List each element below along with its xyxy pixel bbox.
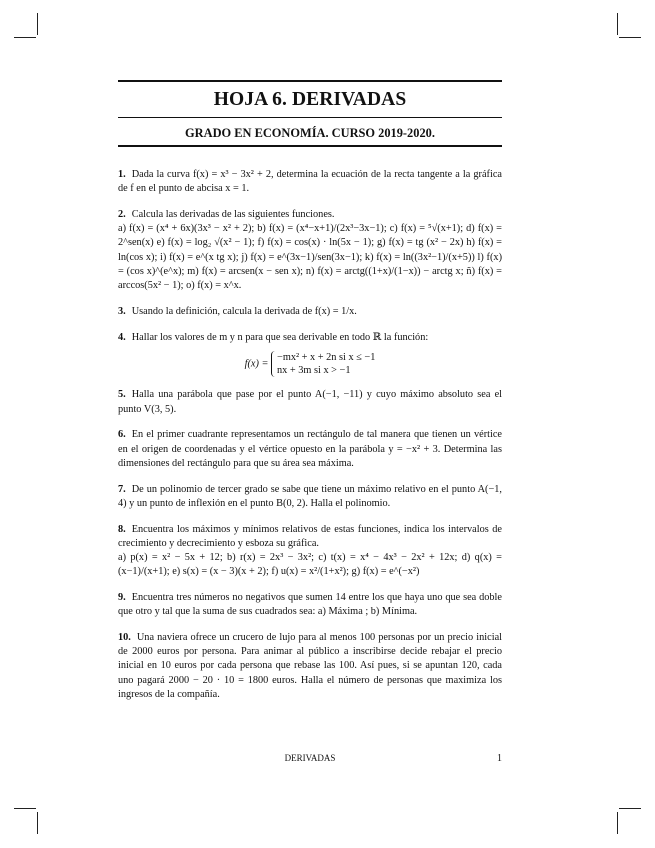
problem-8: 8. Encuentra los máximos y mínimos relativos de estas funciones, indica los intervalos de crecimiento y decrecimiento y esboza su gráfica. a) p(x) = x² − 5x + 12; b) r(x) = 2x³ − 3x²; c) t(x) = x⁴ − 4x³ − 2x² + 12x; d) q(x) = (x−1)/(x+1); e) s(x) = (x − 3)(x + 2); f) u(x) = x²/(1+x²); g) f(x) = e^(−x²) [118,523,502,580]
problem-8-functions: a) p(x) = x² − 5x + 12; b) r(x) = 2x³ − 3x²; c) t(x) = x⁴ − 4x³ − 2x² + 12x; d) q(x) = (x−1)/(x+1); e) s(x) = (x − 3)(x + 2); f) u(x) = x²/(1+x²); g) f(x) = e^(−x²) [118,552,502,578]
problem-7: 7. De un polinomio de tercer grado se sabe que tiene un máximo relativo en el punto A(−1, 4) y un punto de inflexión en el punto B(0, 2). Halla el polinomio. [118,483,502,509]
footer-section: DERIVADAS [284,753,336,763]
piecewise-function: f(x) = −mx² + x + 2n si x ≤ −1 nx + 3m si x > −1 [244,351,376,376]
problem-list [118,168,502,714]
piecewise-row: nx + 3m si x > −1 [277,364,351,376]
page-number: 1 [497,753,502,764]
page-subtitle: GRADO EN ECONOMÍA. CURSO 2019-2020. [185,126,435,140]
header-rule-top [118,80,502,82]
piecewise-row: −mx² + x + 2n si x ≤ −1 [277,351,376,363]
header-rule-middle [118,117,502,118]
crop-mark [37,13,38,35]
problem-10: 10. Una naviera ofrece un crucero de lujo para al menos 100 personas por un precio inicial de 2000 euros por persona. Para animar al público a inscribirse decide rebajar el precio inicial en 10 euros por cada persona que rebase las 100. Así pues, si se apuntan 120, cada uno pagará 2000 − 20 · 10 = 1800 euros. Halla el número de personas que maximiza los ingresos de la compañía. [118,632,502,700]
page-title: HOJA 6. DERIVADAS [213,89,407,110]
header-rule-bottom [118,145,502,147]
crop-mark [617,13,618,35]
crop-mark [37,812,38,834]
crop-mark [14,37,36,38]
crop-mark [14,808,36,809]
crop-mark [619,37,641,38]
problem-1: 1. Dada la curva f(x) = x³ − 3x² + 2, determina la ecuación de la recta tangente a la gráfica de f en el punto de abcisa x = 1. [118,169,502,195]
problem-3: 3. Usando la definición, calcula la derivada de f(x) = 1/x. [118,305,357,317]
crop-mark [619,808,641,809]
problem-5: 5. Halla una parábola que pase por el punto A(−1, −11) y cuyo máximo absoluto sea el punto V(3, 5). [118,389,502,415]
problem-4: 4. Hallar los valores de m y n para que sea derivable en todo ℝ la función: f(x) = −mx² + x + 2n si x ≤ −1 nx + 3m si x > −1 [118,331,502,377]
problem-2: 2. Calcula las derivadas de las siguientes funciones. a) f(x) = (x⁴ + 6x)(3x³ − x² + 2); b) f(x) = (x⁴−x+1)/(2x³−3x−1); c) f(x) = ⁵√(x+1); d) f(x) = 2^sen(x) e) f(x) = log₂ √(x² − 1); f) f(x) = cos(x) · ln(5x − 1); g) f(x) = tg (x² − 2x) h) f(x) = ln(cos x); i) f(x) = e^(x tg x); j) f(x) = e^(3x−1)/sen(3x−1); k) f(x) = ln((3x²−1)/(x+5)) l) f(x) = (cos x)^(e^x); m) f(x) = arcsen(x − sen x); n) f(x) = arctg((1+x)/(1−x)) − arctg x; ñ) f(x) = arccos(5x² − 1); o) f(x) = x^x. [118,208,502,293]
problem-6: 6. En el primer cuadrante representamos un rectángulo de tal manera que tienen un vértice en el origen de coordenadas y el vértice opuesto en la parábola y = −x² + 3. Determina las dimensiones del rectángulo para que su área sea máxima. [118,429,502,469]
problem-9: 9. Encuentra tres números no negativos que sumen 14 entre los que haya uno que sea doble que otro y tal que la suma de sus cuadrados sea: a) Máxima ; b) Mínima. [118,592,502,618]
problem-2-functions: a) f(x) = (x⁴ + 6x)(3x³ − x² + 2); b) f(x) = (x⁴−x+1)/(2x³−3x−1); c) f(x) = ⁵√(x+1); d) f(x) = 2^sen(x) e) f(x) = log₂ √(x² − 1); f) f(x) = cos(x) · ln(5x − 1); g) f(x) = tg (x² − 2x) h) f(x) = ln(cos x); i) f(x) = e^(x tg x); j) f(x) = e^(3x−1)/sen(3x−1); k) f(x) = ln((3x²−1)/(x+5)) l) f(x) = (cos x)^(e^x); m) f(x) = arcsen(x − sen x); n) f(x) = arctg((1+x)/(1−x)) − arctg x; ñ) f(x) = arccos(5x² − 1); o) f(x) = x^x. [118,223,502,292]
crop-mark [617,812,618,834]
